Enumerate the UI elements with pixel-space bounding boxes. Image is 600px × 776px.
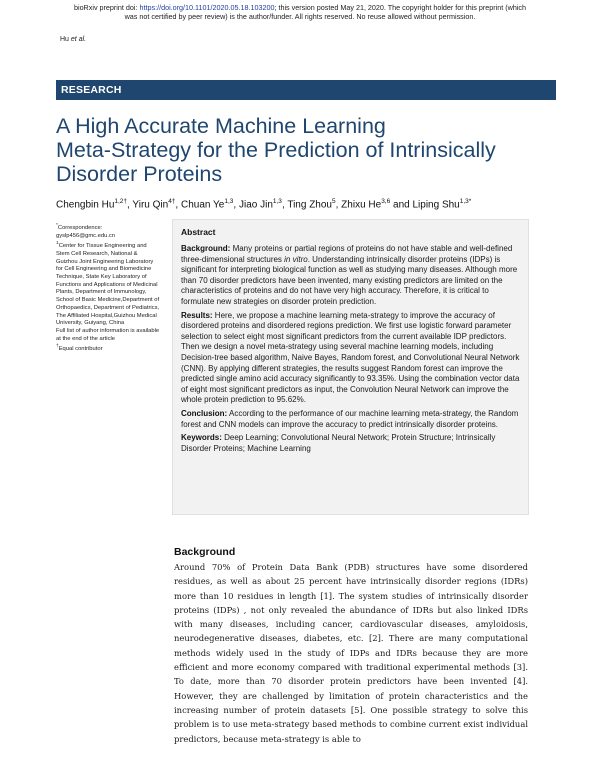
abstract-keywords <box>181 433 520 454</box>
abstract-text: . Understanding intrinsically disorder proteins (IDPs) is significant for interpreting biological function as well as studying many diseases. Although more than 70 disorder predictors have been invented, many existing predictors are limited on the characteristics of proteins and do not have very high accuracy. Therefore, it is critical to formulate new strategies on disorder protein prediction. <box>181 254 518 306</box>
author-separator: and <box>390 199 413 211</box>
abstract-label: Keywords: <box>181 433 222 443</box>
author-name: Chengbin Hu <box>56 199 115 211</box>
equal-mark: † <box>56 344 59 350</box>
running-head-etal: et al. <box>70 36 87 43</box>
abstract-heading: Abstract <box>181 227 216 237</box>
abstract-label: Background: <box>181 244 231 253</box>
abstract-text: Deep Learning; Convolutional Neural Network; Protein Structure; Intrinsically Disorder Proteins; Machine Learning <box>181 433 496 453</box>
preprint-prefix: bioRxiv preprint doi: <box>73 3 140 12</box>
correspondence-label: Correspondence: <box>57 224 103 231</box>
background-paragraph: Around 70% of Protein Data Bank (PDB) structures have some disordered residues, as well as about 25 percent have intrinsically disorder regions (IDRs) more than 10 residues in length [1]. The system studies of intrinsically disorder proteins (IDPs) , not only revealed the abundance of IDRs but also linked IDRs with many diseases, including cancer, cardiovascular diseases, amyloidosis, neurodegenerative diseases, diabetes, etc. [2]. There are many computational methods widely used in the study of IDPs and IDRs because they are more efficient and more economy compared with traditional experimental methods [3]. To date, more than 70 disorder protein predictors have been invented [4]. However, they are challenged by limitation of protein characteristics and the increasing number of protein datasets [5]. One possible strategy to solve this problem is to use meta-strategy based methods to combine current exist individual predictors, because meta-strategy is able to <box>174 562 528 744</box>
author-separator: , <box>281 199 288 211</box>
affiliation-text: Center for Tissue Engineering and Stem Cell Research, National & Guizhou Joint Engineering Laboratory for Cell Engineering and Biomedicine Technique, State Key Laboratory of Functions and Applications of Medicinal Plants, Department of Immunology, School of Basic Medicine,Department of Orthopaedics, Department of Pediatrics, The Affiliated Hospital,Guizhou Medical University, Guiyang, China <box>56 243 160 327</box>
author-affiliation: 1,3 <box>224 198 234 205</box>
author-name: Ting Zhou <box>287 199 332 211</box>
equal-contributor-text: Equal contributor <box>58 346 103 353</box>
affiliation-mark: 1 <box>56 241 59 247</box>
full-list-note: Full list of author information is available at the end of the article <box>56 327 160 342</box>
correspondence-mark: * <box>56 223 58 228</box>
author-notes <box>56 222 160 354</box>
preprint-line-2: was not certified by peer review) is the author/funder. All rights reserved. No reuse allowed without permission. <box>124 12 476 21</box>
abstract-text: Here, we propose a machine learning meta-strategy to improve the accuracy of disordered proteins and disordered regions prediction. We first use logistic forward parameter selection to select eight most significant predictors from the current available IDP predictors. Then we design a novel meta-strategy using several machine learning models, including Decision-tree based algorithm, Naive Bayes, Random forest, and Convolutional Neural Network (CNN). By applying different strategies, the results suggest Random forest can improve the predicted single amino acid accuracy significantly to 93.35%. Using the combination vector data of eight most significant predictors as input, the Convolution Neural Network can improve the whole protein prediction to 95.62%. <box>181 310 520 405</box>
title-line: Disorder Proteins <box>56 162 223 186</box>
author-name: Chuan Ye <box>180 199 225 211</box>
author-separator: , <box>127 199 133 211</box>
correspondence-email[interactable]: gyslp456@gmc.edu.cn <box>56 232 116 239</box>
author-separator: , <box>335 199 342 211</box>
abstract-box <box>172 219 529 515</box>
author-affiliation: 1,3* <box>459 198 472 205</box>
author-affiliation: 3,6 <box>381 198 391 205</box>
background-heading: Background <box>174 546 236 558</box>
author-name: Zhixu He <box>341 199 382 211</box>
correspondence-note <box>56 222 160 233</box>
author-affiliation: 1,3 <box>272 198 282 205</box>
section-label: RESEARCH <box>56 80 556 100</box>
preprint-line-1 <box>40 3 560 12</box>
doi-link[interactable]: https://doi.org/10.1101/2020.05.18.103200 <box>139 3 275 12</box>
author-separator: , <box>233 199 239 211</box>
author-affiliation: 1,2† <box>114 198 128 205</box>
author-affiliation: 5 <box>331 198 336 205</box>
equal-contributor-note <box>56 343 160 354</box>
preprint-suffix: ; this version posted May 21, 2020. The copyright holder for this preprint (which <box>274 3 527 12</box>
abstract-label: Results: <box>181 310 213 320</box>
running-head <box>60 36 86 43</box>
affiliation-note <box>56 240 160 328</box>
abstract-conclusion <box>181 409 520 430</box>
abstract-text: Many proteins or partial regions of proteins do not have stable and well-defined three-dimensional structures <box>181 244 513 264</box>
author-separator: , <box>175 199 181 211</box>
abstract-results <box>181 311 520 406</box>
title-line: Meta-Strategy for the Prediction of Intrinsically <box>56 138 496 162</box>
author-name: Liping Shu <box>412 199 460 211</box>
running-head-authors: Hu <box>60 36 71 43</box>
abstract-label: Conclusion: <box>181 408 228 418</box>
paper-title <box>56 114 556 186</box>
author-list <box>56 195 566 211</box>
author-affiliation: 4† <box>168 198 176 205</box>
abstract-background <box>181 244 520 308</box>
title-line: A High Accurate Machine Learning <box>56 114 386 138</box>
abstract-text: According to the performance of our machine learning meta-strategy, the Random forest and CNN models can improve the accuracy to predict intrinsically disorder proteins. <box>181 408 519 429</box>
author-name: Jiao Jin <box>238 199 273 211</box>
abstract-italic-term: in vitro <box>284 254 308 264</box>
author-name: Yiru Qin <box>132 199 169 211</box>
preprint-notice <box>40 3 560 21</box>
